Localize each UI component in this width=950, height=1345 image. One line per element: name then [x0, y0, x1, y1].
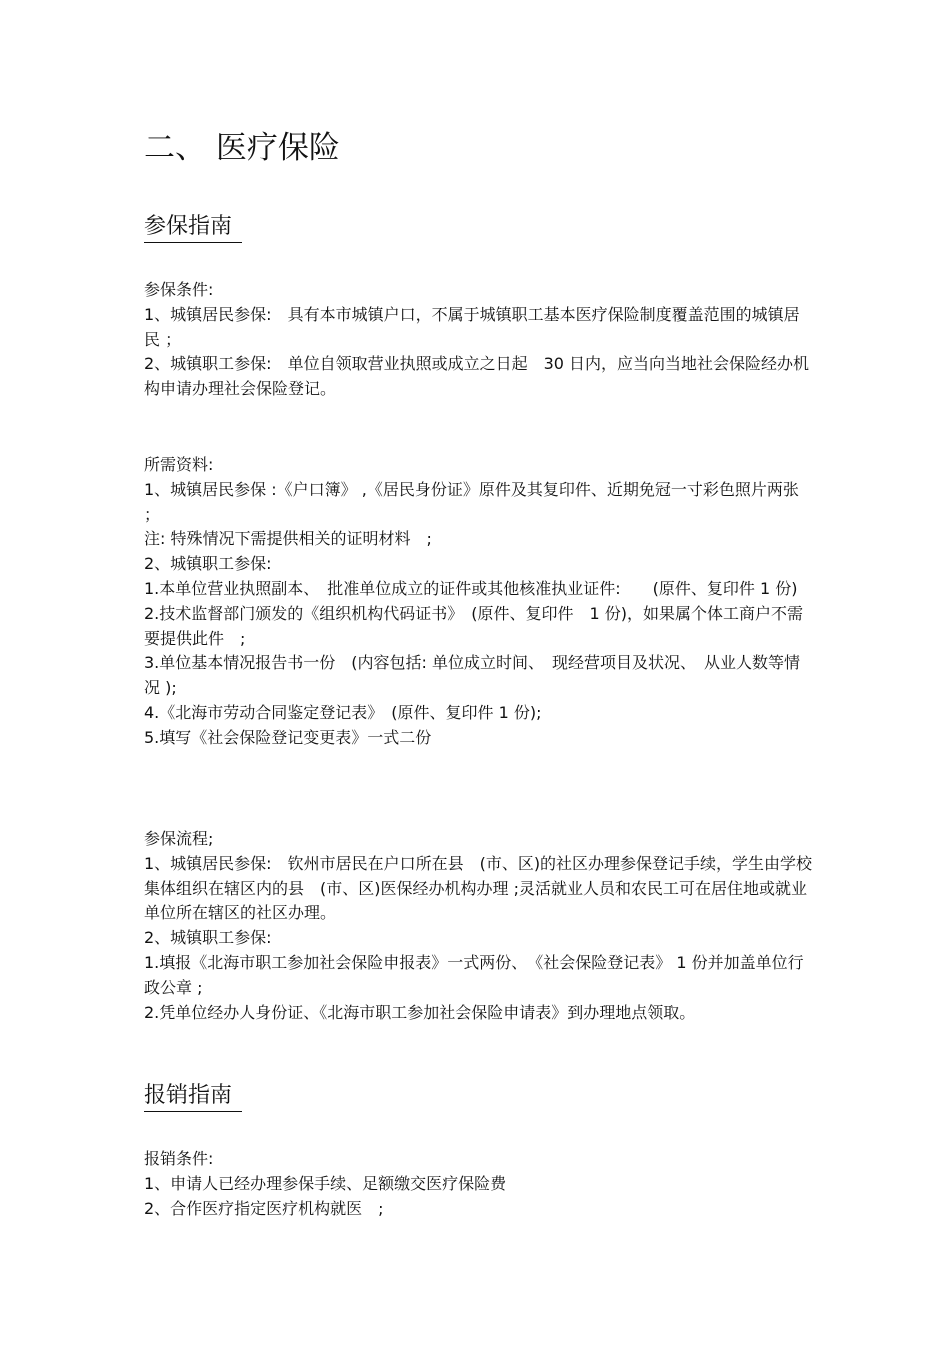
reimburse-conditions-label: 报销条件:: [144, 1149, 214, 1168]
enroll-conditions: [144, 278, 814, 402]
paragraph: 1、城镇居民参保 :《户口簿》 ,《居民身份证》原件及其复印件、近期免冠一寸彩色照片两张 ；: [144, 479, 799, 524]
paragraph: 2、城镇职工参保:: [144, 554, 272, 574]
paragraph: 1、城镇居民参保: 具有本市城镇户口，不属于城镇职工基本医疗保险制度覆盖范围的城镇居民 ；: [144, 304, 800, 349]
paragraph: 5.填写《社会保险登记变更表》一式二份: [144, 727, 432, 747]
reimburse-conditions: [144, 1147, 814, 1221]
paragraph: 3.单位基本情况报告书一份 (内容包括: 单位成立时间、 现经营项目及状况、 从业人数等情况 );: [144, 653, 800, 698]
enroll-materials-label: 所需资料:: [144, 455, 214, 474]
section-heading-enroll: 参保指南: [144, 212, 242, 243]
paragraph: 1.填报《北海市职工参加社会保险申报表》一式两份、 《社会保险登记表》 1 份并加盖单位行政公章 ;: [144, 952, 804, 997]
paragraph: 注: 特殊情况下需提供相关的证明材料 ;: [144, 529, 432, 549]
paragraph: 1、城镇居民参保: 钦州市居民在户口所在县 (市、区)的社区办理参保登记手续，学生由学校集体组织在辖区内的县 (市、区)医保经办机构办理 ;灵活就业人员和农民工可在居住地或就业单位所在辖区的社区办理。: [144, 853, 813, 923]
enroll-materials: [144, 453, 814, 751]
enroll-process: [144, 827, 814, 1025]
page-title: 二、 医疗保险: [144, 130, 340, 166]
paragraph: 2、合作医疗指定医疗机构就医 ;: [144, 1198, 384, 1218]
paragraph: 2、城镇职工参保: 单位自领取营业执照或成立之日起 30 日内，应当向当地社会保险经办机构申请办理社会保险登记。: [144, 354, 810, 399]
paragraph: 2.凭单位经办人身份证、《北海市职工参加社会保险申请表》到办理地点领取。: [144, 1002, 696, 1022]
paragraph: 1、申请人已经办理参保手续、足额缴交医疗保险费: [144, 1173, 507, 1193]
paragraph: 1.本单位营业执照副本、 批准单位成立的证件或其他核准执业证件: (原件、复印件 1 份): [144, 578, 798, 598]
paragraph: 4.《北海市劳动合同鉴定登记表》 (原件、复印件 1 份);: [144, 702, 542, 722]
enroll-conditions-label: 参保条件:: [144, 280, 214, 299]
paragraph: 2、城镇职工参保:: [144, 928, 272, 948]
paragraph: 2.技术监督部门颁发的《组织机构代码证书》 (原件、复印件 1 份)，如果属个体工商户不需要提供此件 ;: [144, 603, 804, 648]
section-heading-reimburse: 报销指南: [144, 1081, 242, 1112]
enroll-process-label: 参保流程;: [144, 829, 214, 848]
